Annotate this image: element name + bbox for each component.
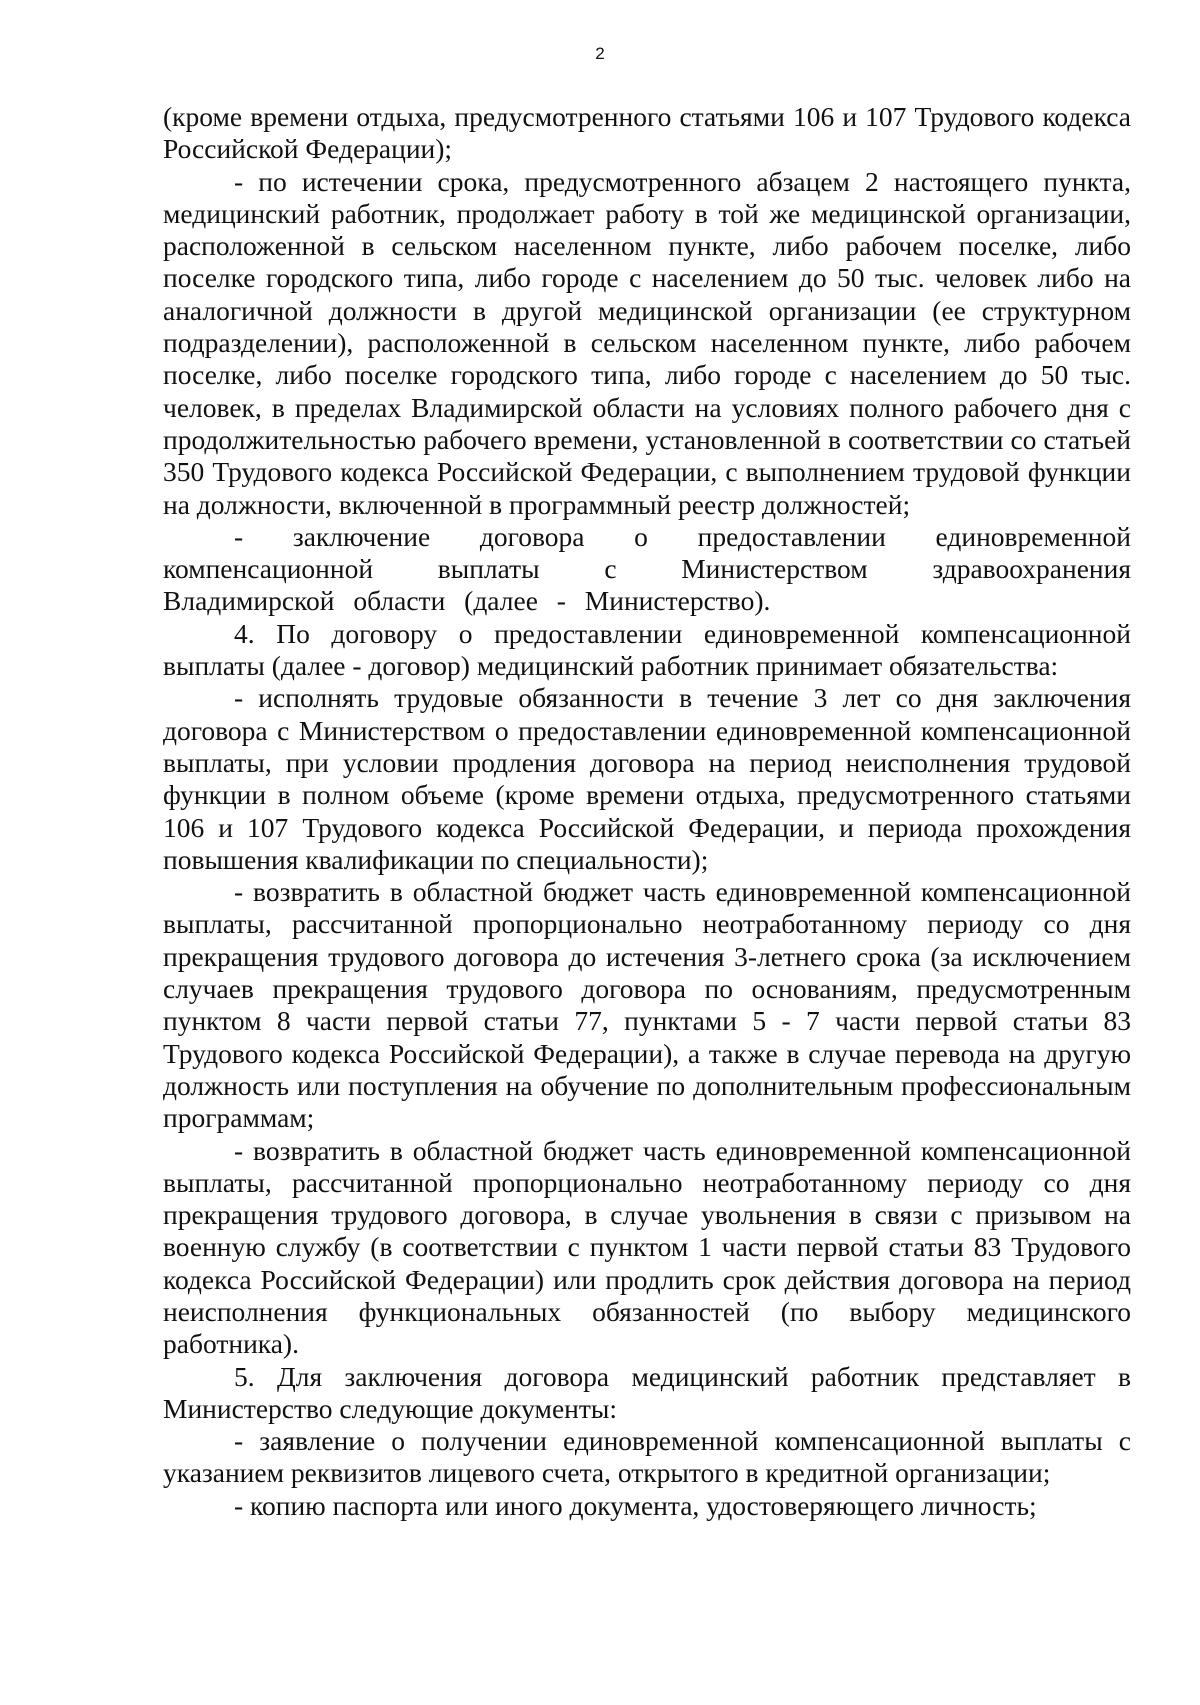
paragraph-item-4: 4. По договору о предоставлении единовременной компенсационной выплаты (далее - договор) медицинский работник принимает обязательства: [163,617,1131,682]
paragraph-document-application: - заявление о получении единовременной компенсационной выплаты с указанием реквизитов лицевого счета, открытого в кредитной организации; [163,1425,1131,1489]
document-body [163,101,1131,1522]
paragraph-obligation-work: - исполнять трудовые обязанности в течение 3 лет со дня заключения договора с Министерством о предоставлении единовременной компенсационной выплаты, при условии продления договора на период неисполнения трудовой функции в полном объеме (кроме времени отдыха, предусмотренного статьями 106 и 107 Трудового кодекса Российской Федерации, и периода прохождения повышения квалификации по специальности); [163,682,1131,875]
paragraph-obligation-refund: - возвратить в областной бюджет часть единовременной компенсационной выплаты, рассчитанной пропорционально неотработанному периоду со дня прекращения трудового договора до истечения 3-летнего срока (за исключением случаев прекращения трудового договора по основаниям, предусмотренным пунктом 8 части первой статьи 77, пунктами 5 - 7 части первой статьи 83 Трудового кодекса Российской Федерации), а также в случае перевода на другую должность или поступления на обучение по дополнительным профессиональным программам; [163,876,1131,1134]
paragraph-document-passport: - копию паспорта или иного документа, удостоверяющего личность; [234,1489,1037,1521]
page-number: 2 [595,44,605,63]
paragraph-item-5: 5. Для заключения договора медицинский работник представляет в Министерство следующие документы: [163,1360,1131,1424]
paragraph-continuation: (кроме времени отдыха, предусмотренного статьями 106 и 107 Трудового кодекса Российской Федерации); [163,101,1131,165]
paragraph-obligation-refund-military: - возвратить в областной бюджет часть единовременной компенсационной выплаты, рассчитанной пропорционально неотработанному периоду со дня прекращения трудового договора, в случае увольнения в связи с призывом на военную службу (в соответствии с пунктом 1 части первой статьи 83 Трудового кодекса Российской Федерации) или продлить срок действия договора на период неисполнения функциональных обязанностей (по выбору медицинского работника). [163,1134,1131,1360]
paragraph-employment-condition: - по истечении срока, предусмотренного абзацем 2 настоящего пункта, медицинский работник, продолжает работу в той же медицинской организации, расположенной в сельском населенном пункте, либо рабочем поселке, либо поселке городского типа, либо городе с населением до 50 тыс. человек либо на аналогичной должности в другой медицинской организации (ее структурном подразделении), расположенной в сельском населенном пункте, либо рабочем поселке, либо поселке городского типа, либо городе с населением до 50 тыс. человек, в пределах Владимирской области на условиях полного рабочего дня с продолжительностью рабочего времени, установленной в соответствии со статьей 350 Трудового кодекса Российской Федерации, с выполнением трудовой функции на должности, включенной в программный реестр должностей; [163,165,1131,520]
paragraph-contract-conclusion: - заключение договора о предоставлении единовременной компенсационной выплаты с Министерством здравоохранения Владимирской области (далее - Министерство). [163,520,1131,617]
